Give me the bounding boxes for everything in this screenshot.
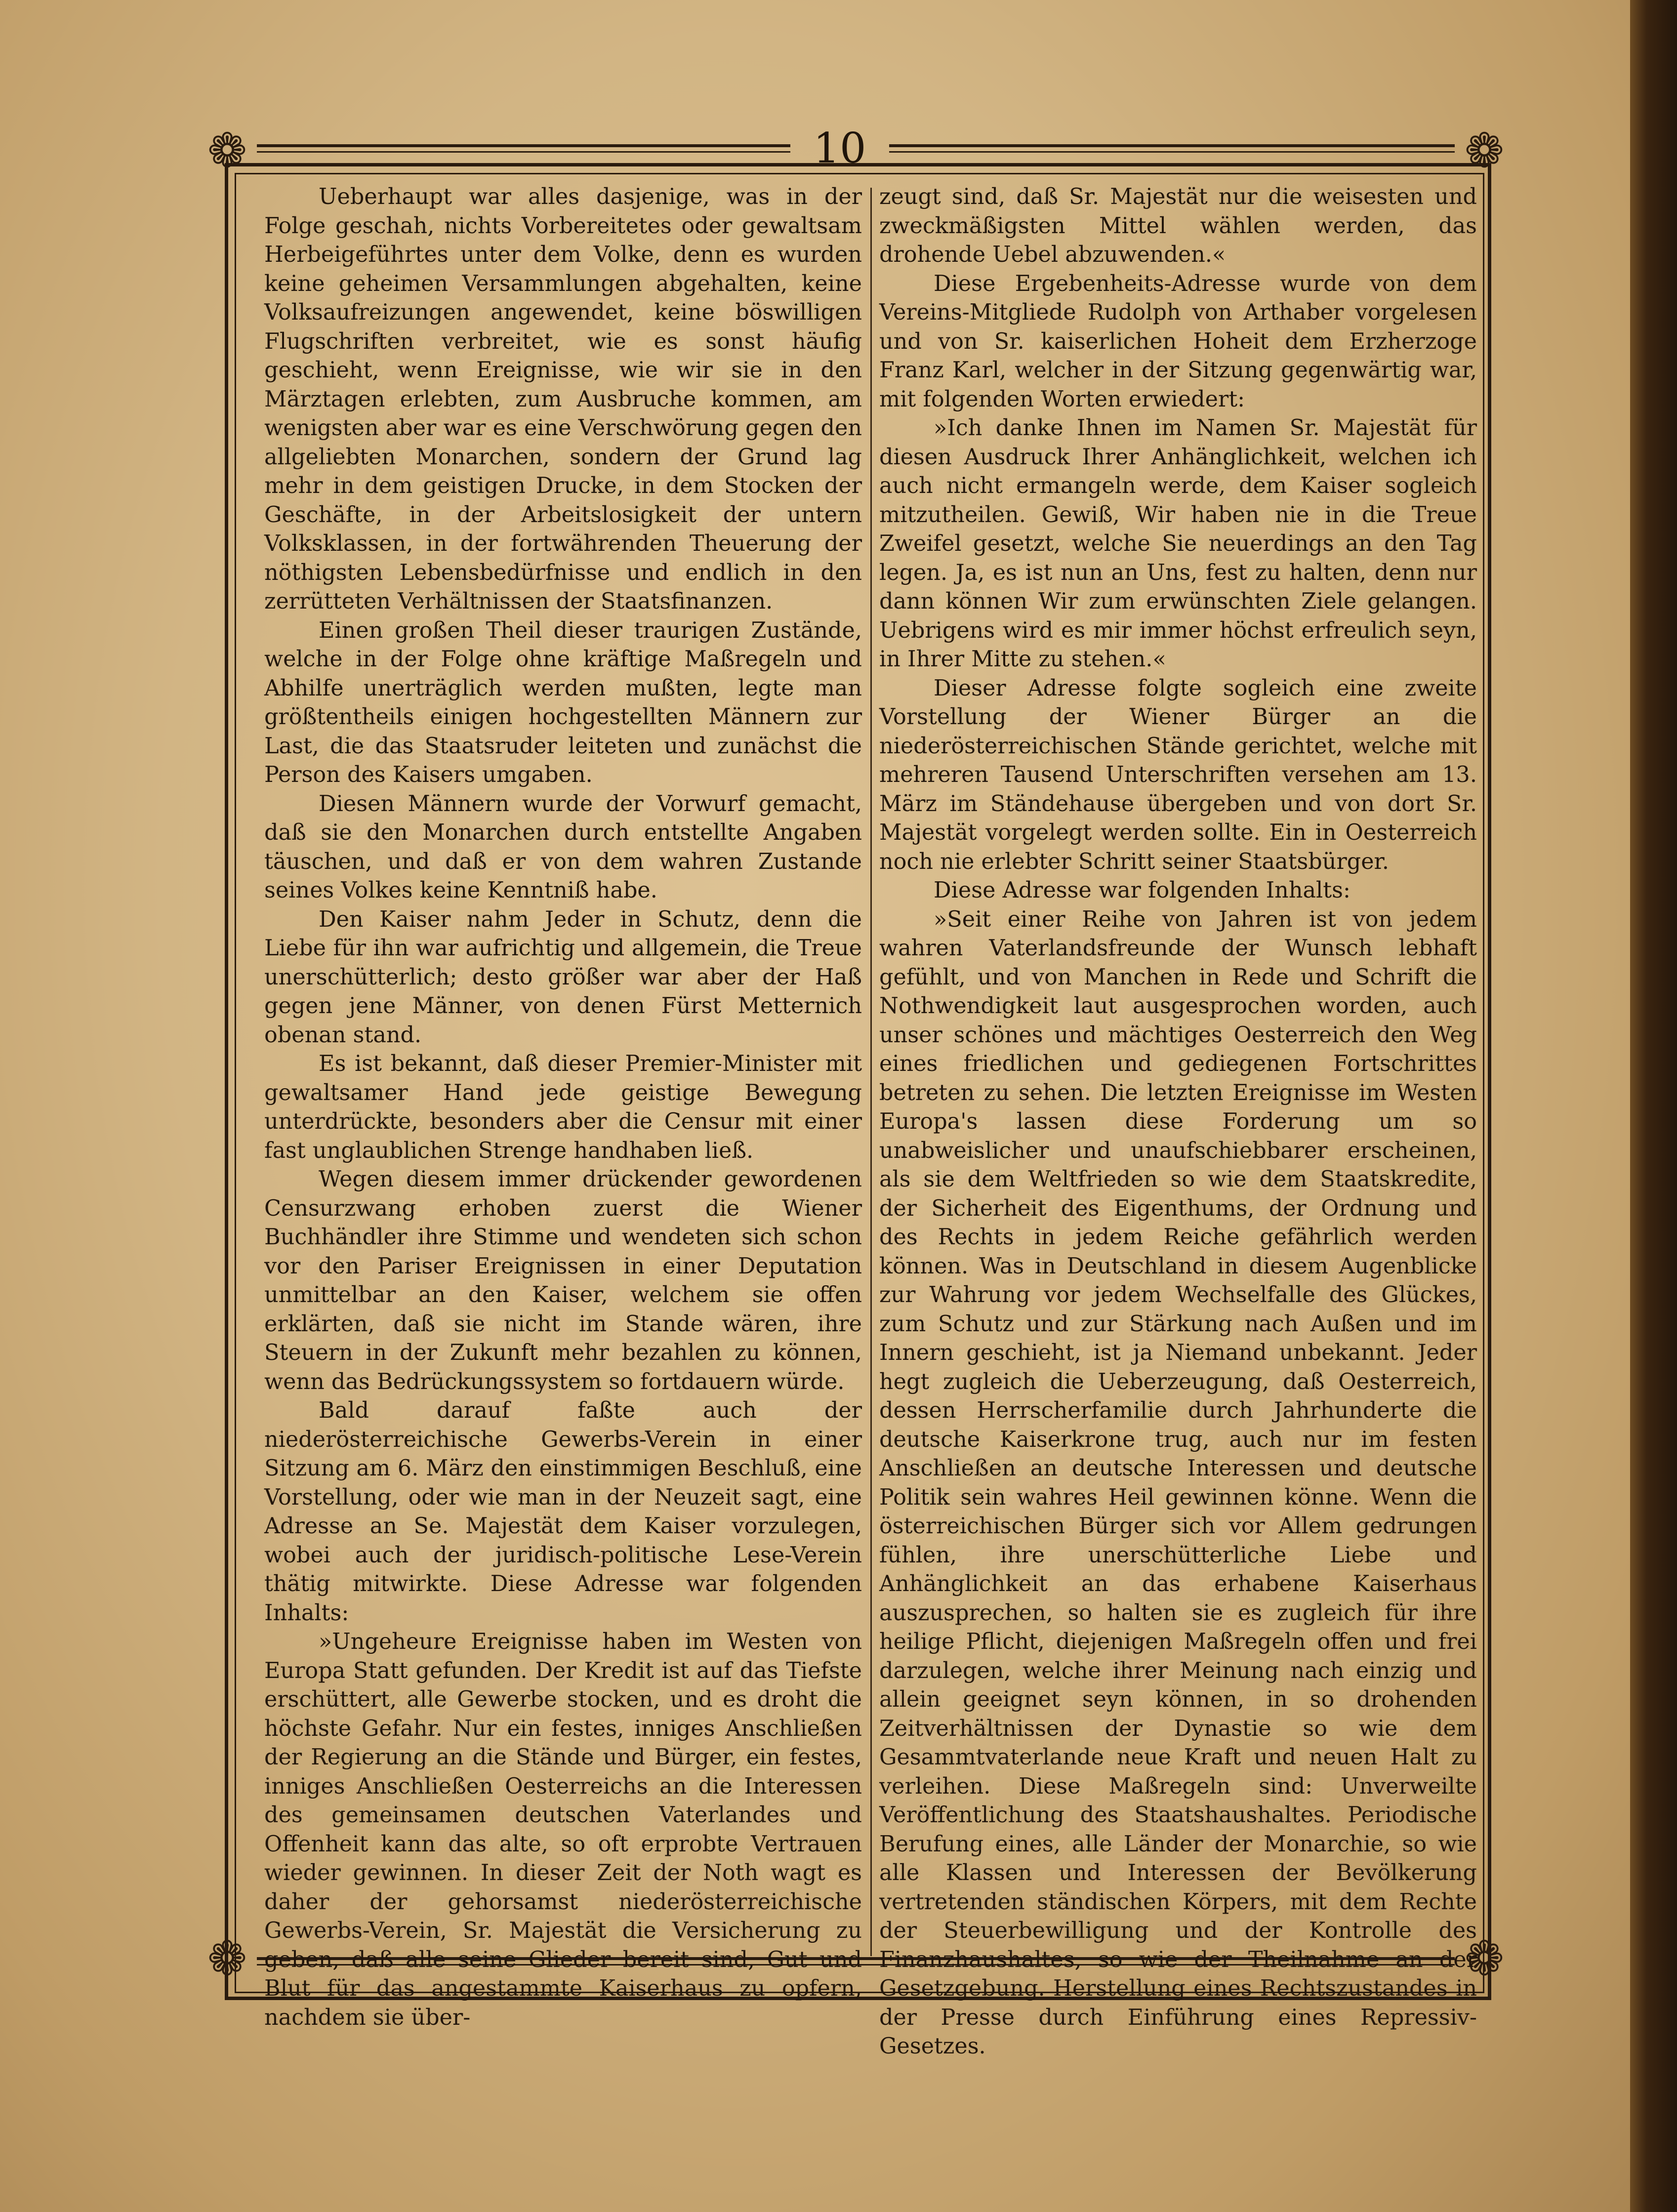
paragraph: »Ich danke Ihnen im Namen Sr. Majestät für diesen Ausdruck Ihrer Anhänglichkeit, welchen ich auch nicht ermangeln werde, dem Kaiser sogleich mitzutheilen. Gewiß, Wir haben nie in die Treue Zweifel gesetzt, welche Sie neuerdings an den Tag legen. Ja, es ist nun an Uns, fest zu halten, denn nur dann können Wir zum erwünschten Ziele gelangen. Uebrigens wird es mir immer höchst erfreulich seyn, in Ihrer Mitte zu stehen.« (879, 415, 1477, 672)
column-divider (870, 188, 872, 1956)
right-column (879, 183, 1477, 2059)
paragraph: Ueberhaupt war alles dasjenige, was in der Folge geschah, nichts Vorbereitetes oder gewaltsam Herbeigeführtes unter dem Volke, denn es wurden keine geheimen Versammlungen abgehalten, keine Volksaufreizungen angewendet, keine böswilligen Flugschriften verbreitet, wie es sonst häufig geschieht, wenn Ereignisse, wie wir sie in den Märztagen erlebten, zum Ausbruche kommen, am wenigsten aber war es eine Verschwörung gegen den allgeliebten Monarchen, sondern der Grund lag mehr in dem geistigen Drucke, in dem Stocken der Geschäfte, in der Arbeitslosigkeit der untern Volksklassen, in der fortwährenden Theuerung der nöthigsten Lebensbedürfnisse und endlich in den zerrütteten Verhältnissen der Staatsfinanzen. (264, 184, 862, 614)
paragraph: Den Kaiser nahm Jeder in Schutz, denn die Liebe für ihn war aufrichtig und allgemein, die Treue unerschütterlich; desto größer war aber der Haß gegen jene Männer, von denen Fürst Metternich obenan stand. (264, 906, 862, 1048)
header-rule-left-thin (257, 151, 790, 153)
paragraph: Diese Adresse war folgenden Inhalts: (934, 878, 1350, 903)
left-column (264, 183, 862, 2030)
rosette-ornament-icon: ❁ (207, 1931, 247, 1986)
paragraph: Diese Ergebenheits-Adresse wurde von dem Vereins-Mitgliede Rudolph von Arthaber vorgelesen und von Sr. kaiserlichen Hoheit dem Erzherzoge Franz Karl, welcher in der Sitzung gegenwärtig war, mit folgenden Worten erwiedert: (879, 271, 1477, 412)
header-rule-right-thin (889, 151, 1455, 153)
paragraph: Diesen Männern wurde der Vorwurf gemacht, daß sie den Monarchen durch entstellte Angaben täuschen, und daß er von dem wahren Zustande seines Volkes keine Kenntniß habe. (264, 791, 862, 903)
header-rule-right (889, 144, 1455, 147)
book-spine (1630, 0, 1677, 2212)
rosette-ornament-icon: ❁ (1464, 1931, 1505, 1986)
paragraph: Bald darauf faßte auch der niederösterreichische Gewerbs-Verein in einer Sitzung am 6. März den einstimmigen Beschluß, eine Vorstellung, oder wie man in der Neuzeit sagt, eine Adresse an Se. Majestät dem Kaiser vorzulegen, wobei auch der juridisch-politische Lese-Verein thätig mitwirkte. Diese Adresse war folgenden Inhalts: (264, 1398, 862, 1626)
paragraph: Einen großen Theil dieser traurigen Zustände, welche in der Folge ohne kräftige Maßregeln und Abhilfe unerträglich werden mußten, legte man größtentheils einigen hochgestellten Männern zur Last, die das Staatsruder leiteten und zunächst die Person des Kaisers umgaben. (264, 617, 862, 787)
rosette-ornament-icon: ❁ (207, 123, 247, 178)
page-number: 10 (813, 124, 866, 172)
rosette-ornament-icon: ❁ (1464, 123, 1505, 178)
header-rule-left (257, 144, 790, 147)
paragraph: Es ist bekannt, daß dieser Premier-Minister mit gewaltsamer Hand jede geistige Bewegung unterdrückte, besonders aber die Censur mit einer fast unglaublichen Strenge handhaben ließ. (264, 1051, 862, 1163)
paragraph: zeugt sind, daß Sr. Majestät nur die weisesten und zweckmäßigsten Mittel wählen werden, das drohende Uebel abzuwenden.« (879, 184, 1477, 267)
paragraph: »Seit einer Reihe von Jahren ist von jedem wahren Vaterlandsfreunde der Wunsch lebhaft gefühlt, und von Manchen in Rede und Schrift die Nothwendigkeit laut ausgesprochen worden, auch unser schönes und mächtiges Oesterreich den Weg eines friedlichen und gediegenen Fortschrittes betreten zu sehen. Die letzten Ereignisse im Westen Europa's lassen diese Forderung um so unabweislicher und unaufschiebbarer erscheinen, als sie dem Weltfrieden so wie dem Staatskredite, der Sicherheit des Eigenthums, der Ordnung und des Rechts in jedem Reiche gefährlich werden können. Was in Deutschland in diesem Augenblicke zur Wahrung vor jedem Wechselfalle des Glückes, zum Schutz und zur Stärkung nach Außen und im Innern geschieht, ist ja Niemand unbekannt. Jeder hegt zugleich die Ueberzeugung, daß Oesterreich, dessen Herrscherfamilie durch Jahrhunderte die deutsche Kaiserkrone trug, auch nur im festen Anschließen an deutsche Interessen und deutsche Politik sein wahres Heil gewinnen könne. Wenn die österreichischen Bürger sich vor Allem gedrungen fühlen, ihre unerschütterliche Liebe und Anhänglichkeit an das erhabene Kaiserhaus auszusprechen, so halten sie es zugleich für ihre heilige Pflicht, diejenigen Maßregeln offen und frei darzulegen, welche ihrer Meinung nach einzig und allein geeignet seyn können, in so drohenden Zeitverhältnissen der Dynastie so wie dem Gesammtvaterlande neue Kraft und neuen Halt zu verleihen. Diese Maßregeln sind: Unverweilte Veröffentlichung des Staatshaushaltes. Periodische Berufung eines, alle Länder der Monarchie, so wie alle Klassen und Interessen der Bevölkerung vertretenden ständischen Körpers, mit dem Rechte der Steuerbewilligung und der Kontrolle des Finanzhaushaltes, so wie der Theilnahme an der Gesetzgebung. Herstellung eines Rechtszustandes in der Presse durch Einführung eines Repressiv-Gesetzes. (879, 906, 1477, 2059)
paragraph: Wegen diesem immer drückender gewordenen Censurzwang erhoben zuerst die Wiener Buchhändler ihre Stimme und wendeten sich schon vor den Pariser Ereignissen in einer Deputation unmittelbar an den Kaiser, welchem sie offen erklärten, daß sie nicht im Stande wären, ihre Steuern in der Zukunft mehr bezahlen zu können, wenn das Bedrückungssystem so fortdauern würde. (264, 1167, 862, 1394)
paragraph: Dieser Adresse folgte sogleich eine zweite Vorstellung der Wiener Bürger an die niederösterreichischen Stände gerichtet, welche mit mehreren Tausend Unterschriften versehen am 13. März im Ständehause übergeben und von dort Sr. Majestät vorgelegt werden sollte. Ein in Oesterreich noch nie erlebter Schritt seiner Staatsbürger. (879, 675, 1477, 874)
paragraph: »Ungeheure Ereignisse haben im Westen von Europa Statt gefunden. Der Kredit ist auf das Tiefste erschüttert, alle Gewerbe stocken, und es droht die höchste Gefahr. Nur ein festes, inniges Anschließen der Regierung an die Stände und Bürger, ein festes, inniges Anschließen Oesterreichs an die Interessen des gemeinsamen deutschen Vaterlandes und Offenheit kann das alte, so oft erprobte Vertrauen wieder gewinnen. In dieser Zeit der Noth wagt es daher der gehorsamst niederösterreichische Gewerbs-Verein, Sr. Majestät die Versicherung zu geben, daß alle seine Glieder bereit sind, Gut und Blut für das angestammte Kaiserhaus zu opfern, nachdem sie über- (264, 1629, 862, 2030)
